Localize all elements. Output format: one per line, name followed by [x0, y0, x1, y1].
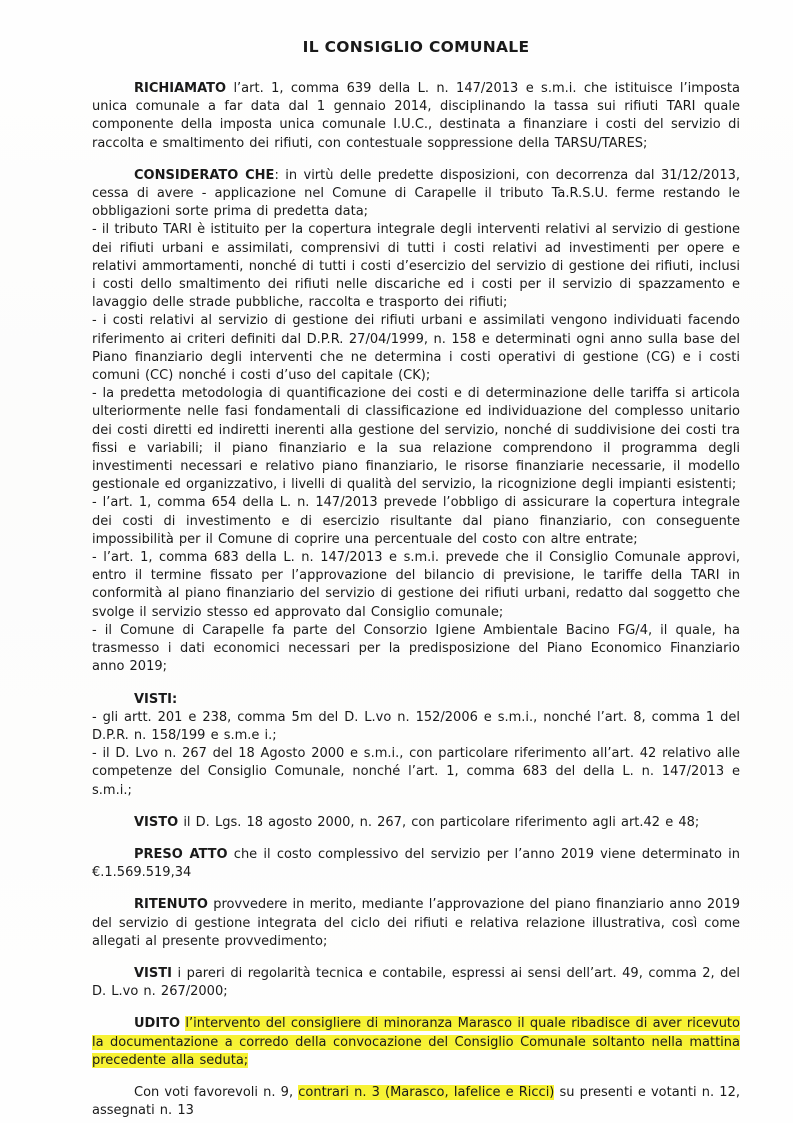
bold-keyword: VISTO: [134, 814, 179, 830]
text-run: il D. Lgs. 18 agosto 2000, n. 267, con particolare riferimento agli art.42 e 48;: [178, 814, 700, 830]
list-item-costi-relativi: [92, 312, 740, 385]
text-run: : in virtù delle predette disposizioni, con decorrenza dal 31/12/2013, cessa di avere - applicazione nel Comune di Carapelle il tributo Ta.R.S.U. ferme restando le obbligazioni sorte prima di predetta data;: [92, 167, 740, 220]
visto-paragraph: [92, 814, 740, 832]
text-run: - la predetta metodologia di quantificazione dei costi e di determinazione delle tariffa si articola ulteriormente nelle fasi fondamentali di classificazione ed individuazione del complesso unitario dei costi diretti ed indiretti inerenti alla gestione del servizio, nonché di suddivisione dei costi tra fissi e variabili; il piano finanziario e la sua relazione comprendono il programma degli investimenti necessari e relativo piano finanziario, le risorse finanziarie necessarie, il modello gestionale ed organizzativo, i livelli di qualità del servizio, la ricognizione degli impianti esistenti;: [92, 386, 740, 493]
text-run: - l’art. 1, comma 654 della L. n. 147/2013 prevede l’obbligo di assicurare la copertura integrale dei costi di investimento e di esercizio risultante dal piano finanziario, con conseguente impossibilità per il Comune di coprire una percentuale del costo con altre entrate;: [92, 495, 740, 547]
list-item-tributo-tari: [92, 221, 740, 312]
text-run: - i costi relativi al servizio di gestione dei rifiuti urbani e assimilati vengono individuati facendo riferimento ai criteri definiti dal D.P.R. 27/04/1999, n. 158 e determinati ogni anno sulla base del Piano finanziario degli interventi che ne determina i costi operativi di gestione (CG) e i costi comuni (CC) nonché i costi d’uso del capitale (CK);: [92, 313, 740, 384]
considerato-paragraph: [92, 167, 740, 222]
text-run: che il costo complessivo del servizio per l’anno 2019 viene determinato in €.1.569.519,34: [92, 846, 740, 881]
text-run: - il tributo TARI è istituito per la copertura integrale degli interventi relativi al servizio di gestione dei rifiuti urbani e assimilati, comprensivi di tutti i costi relativi ad investimenti per opere e relativi ammortamenti, nonché di tutti i costi d’esercizio del servizio di gestione dei rifiuti, inclusi i costi dello smaltimento dei rifiuti nelle discariche ed i costi per il servizio di spazzamento e lavaggio delle strade pubbliche, raccolta e trasporto dei rifiuti;: [92, 222, 740, 311]
richiamato-paragraph: [92, 80, 740, 153]
bold-keyword: VISTI:: [134, 691, 178, 707]
bold-keyword: RITENUTO: [134, 897, 208, 913]
text-run: su presenti e votanti n. 12, assegnati n. 13: [92, 1084, 740, 1119]
list-item-comma-683: [92, 549, 740, 622]
visti-heading: [92, 691, 740, 709]
highlighted-text: l’intervento del consigliere di minoranza Marasco il quale ribadisce di aver ricevuto la documentazione a corredo della convocazione del Consiglio Comunale soltanto nella mattina precedente alla seduta;: [92, 1016, 740, 1068]
visti-pareri-paragraph: [92, 965, 740, 1001]
list-item-artt-201-238: [92, 709, 740, 745]
bold-keyword: UDITO: [134, 1016, 181, 1032]
document-title: IL CONSIGLIO COMUNALE: [302, 38, 530, 56]
highlighted-text: contrari n. 3 (Marasco, Iafelice e Ricci): [298, 1084, 555, 1100]
list-item-dlvo-267: [92, 745, 740, 800]
preso-atto-paragraph: [92, 846, 740, 882]
text-run: Con voti favorevoli n. 9,: [134, 1084, 299, 1100]
document-body: [92, 80, 740, 1120]
udito-paragraph: [92, 1015, 740, 1070]
bold-keyword: CONSIDERATO CHE: [134, 167, 275, 183]
bold-keyword: VISTI: [134, 965, 172, 981]
list-item-metodologia: [92, 385, 740, 494]
bold-keyword: RICHIAMATO: [134, 81, 227, 96]
list-item-consorzio: [92, 622, 740, 677]
text-run: l’art. 1, comma 639 della L. n. 147/2013 e s.m.i. che istituisce l’imposta unica comunale a far data dal 1 gennaio 2014, disciplinando la tassa sui rifiuti TARI quale componente della imposta unica comunale I.U.C., destinata a finanziare i costi del servizio di raccolta e smaltimento dei rifiuti, con contestuale soppressione della TARSU/TARES;: [92, 81, 740, 151]
text-run: - gli artt. 201 e 238, comma 5m del D. L.vo n. 152/2006 e s.m.i., nonché l’art. 8, comma 1 del D.P.R. n. 158/199 e s.m.e i.;: [92, 709, 740, 743]
bold-keyword: PRESO ATTO: [134, 846, 228, 862]
text-run: - il D. Lvo n. 267 del 18 Agosto 2000 e s.m.i., con particolare riferimento all’art. 42 relativo alle competenze del Consiglio Comunale, nonché l’art. 1, comma 683 del della L. n. 147/2013 e s.m.i.;: [92, 746, 740, 798]
text-run: provvedere in merito, mediante l’approvazione del piano finanziario anno 2019 del servizio di gestione integrata del ciclo dei rifiuti e relativa relazione illustrativa, così come allegati al presente provvedimento;: [92, 897, 740, 949]
text-run: - il Comune di Carapelle fa parte del Consorzio Igiene Ambientale Bacino FG/4, il quale, ha trasmesso i dati economici necessari per la predisposizione del Piano Economico Finanziario anno 2019;: [92, 622, 740, 675]
text-run: i pareri di regolarità tecnica e contabile, espressi ai sensi dell’art. 49, comma 2, del D. L.vo n. 267/2000;: [92, 965, 740, 1000]
votazione-paragraph: [92, 1084, 740, 1120]
ritenuto-paragraph: [92, 896, 740, 951]
text-run: - l’art. 1, comma 683 della L. n. 147/2013 e s.m.i. prevede che il Consiglio Comunale approvi, entro il termine fissato per l’approvazione del bilancio di previsione, le tariffe della TARI in conformità al piano finanziario del servizio di gestione dei rifiuti urbani, redatto dal soggetto che svolge il servizio stesso ed approvato dal Consiglio comunale;: [92, 550, 740, 620]
list-item-comma-654: [92, 494, 740, 549]
